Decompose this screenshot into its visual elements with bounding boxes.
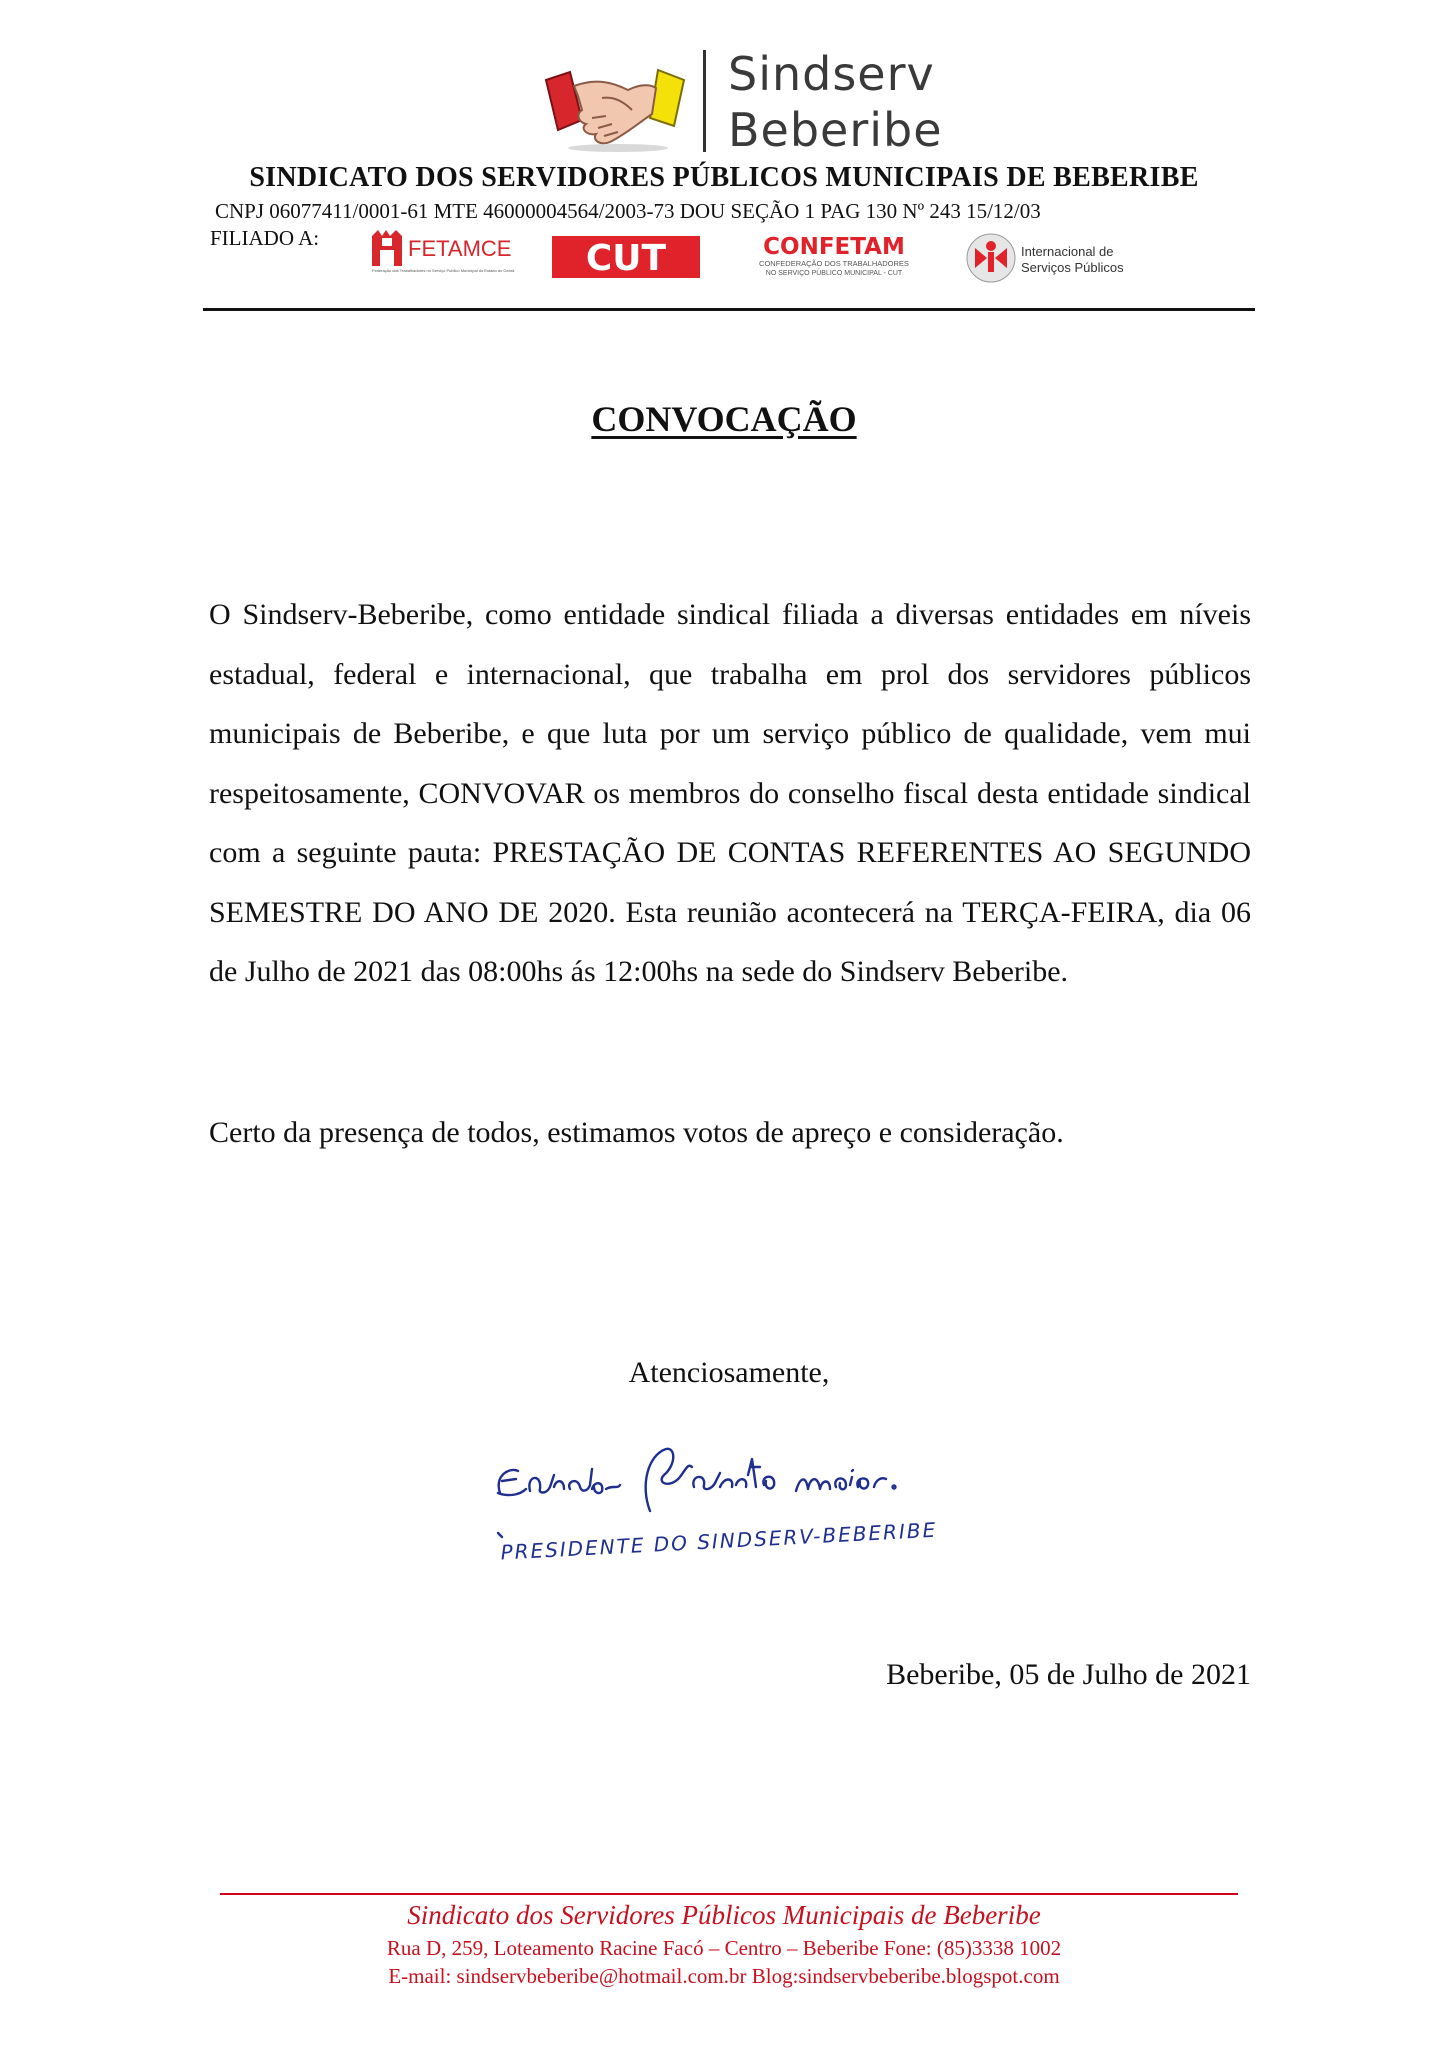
body-paragraph: O Sindserv-Beberibe, como entidade sindical filiada a diversas entidades em níveis estadual, federal e internacional, que trabalha em prol dos servidores públicos municipais de Beberibe, e que luta por um serviço público de qualidade, vem mui respeitosamente, CONVOVAR os membros do conselho fiscal desta entidade sindical com a seguinte pauta: PRESTAÇÃO DE CONTAS REFERENTES AO SEGUNDO SEMESTRE DO ANO DE 2020. Esta reunião acontecerá na TERÇA-FEIRA, dia 06 de Julho de 2021 das 08:00hs ás 12:00hs na sede do Sindserv Beberibe.: [209, 598, 1251, 988]
footer-divider: [220, 1893, 1238, 1895]
cut-label: CUT: [585, 238, 667, 278]
union-name: SINDICATO DOS SERVIDORES PÚBLICOS MUNICIPAIS DE BEBERIBE: [249, 162, 1199, 193]
closing-sentence: Certo da presença de todos, estimamos votos de apreço e consideração.: [209, 1116, 1064, 1149]
sindserv-logo-text: [728, 46, 943, 158]
confetam-logo: [748, 232, 920, 280]
cut-logo: [552, 236, 700, 278]
fetamce-label: FETAMCE: [408, 236, 512, 261]
signature-title: PRESIDENTE DO SINDSERV-BEBERIBE: [499, 1517, 938, 1565]
footer-contact: E-mail: sindservbeberibe@hotmail.com.br Blog:sindservbeberibe.blogspot.com: [388, 1964, 1060, 1988]
affiliated-label: FILIADO A:: [210, 226, 320, 250]
date-line: Beberibe, 05 de Julho de 2021: [886, 1658, 1251, 1691]
logo-line-1: Sindserv: [728, 47, 935, 101]
document-title: CONVOCAÇÃO: [591, 399, 857, 439]
logo-line-2: Beberibe: [728, 103, 943, 157]
greeting: Atenciosamente,: [628, 1356, 830, 1389]
president-signature: [480, 1415, 1000, 1565]
confetam-sublabel-1: CONFEDERAÇÃO DOS TRABALHADORES: [759, 259, 909, 268]
sindserv-handshake-logo-icon: [540, 60, 690, 152]
registration-line: CNPJ 06077411/0001-61 MTE 46000004564/2003-73 DOU SEÇÃO 1 PAG 130 Nº 243 15/12/03: [215, 199, 1041, 223]
footer-address: Rua D, 259, Loteamento Racine Facó – Centro – Beberibe Fone: (85)3338 1002: [386, 1936, 1062, 1960]
footer-org-name: Sindicato dos Servidores Públicos Municipais de Beberibe: [407, 1900, 1041, 1930]
fetamce-logo: [368, 226, 516, 274]
fetamce-sublabel: Federação dos Trabalhadores no Serviço Público Municipal do Estado do Ceará: [372, 268, 515, 273]
isp-label-2: Serviços Públicos: [1021, 260, 1124, 275]
header-divider: [203, 308, 1255, 311]
logo-divider: [703, 50, 706, 152]
confetam-sublabel-2: NO SERVIÇO PÚBLICO MUNICIPAL - CUT: [765, 270, 903, 277]
isp-logo: [965, 232, 1145, 284]
confetam-label: CONFETAM: [763, 234, 905, 260]
isp-label-1: Internacional de: [1021, 244, 1114, 259]
